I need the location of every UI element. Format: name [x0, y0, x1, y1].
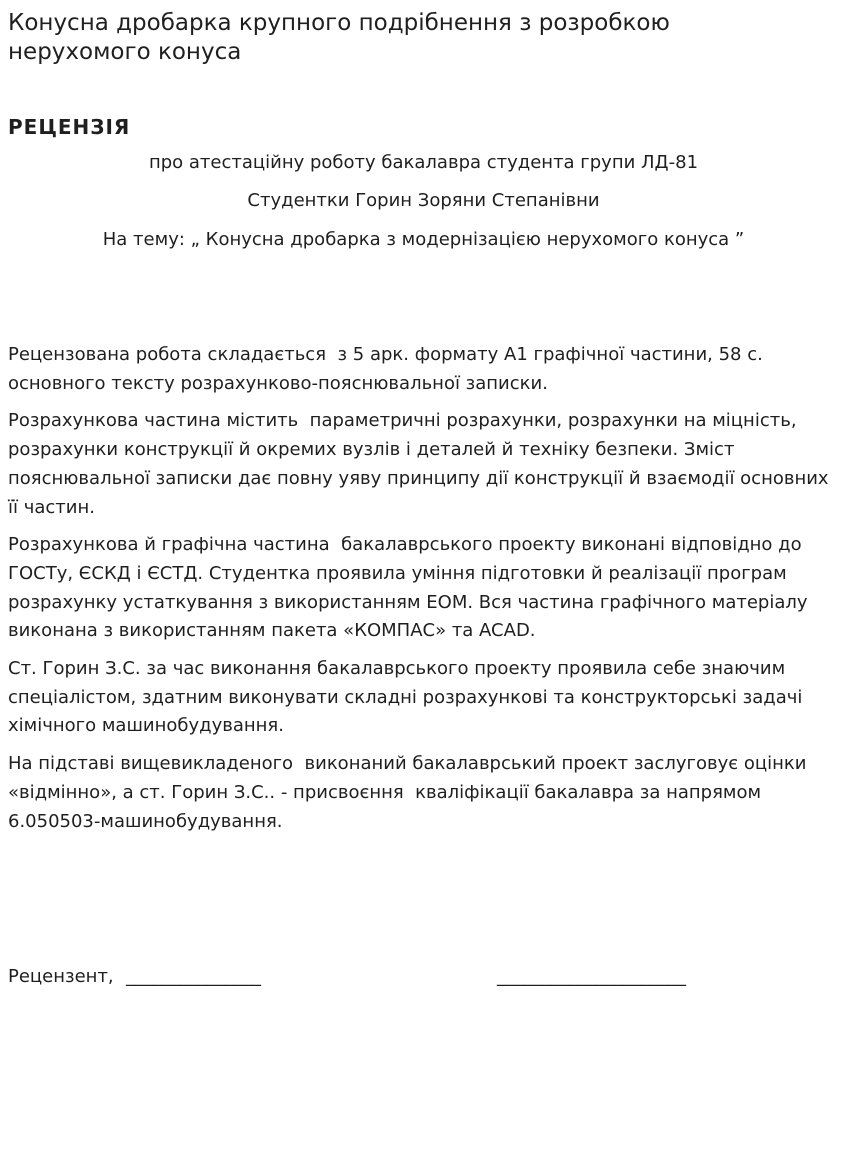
reviewer-name-line: _______________ — [126, 966, 261, 987]
page-title: Конусна дробарка крупного подрібнення з розробкою нерухомого конуса — [8, 10, 670, 65]
reviewer-label: Рецензент, — [8, 966, 114, 987]
review-paragraph-standards: Розрахункова й графічна частина бакалаврського проекту виконані відповідно до ГОСТу, ЄСКД і ЄСТД. Студентка проявила уміння підготовки й реалізації програм розрахунку устаткування з використанням ЕОМ. Вся частина графічного матеріалу виконана з використанням пакета «КОМПАС» та ACAD. — [8, 534, 814, 642]
review-heading: РЕЦЕНЗІЯ — [8, 115, 131, 139]
review-body — [8, 341, 844, 845]
review-paragraph-assessment: Ст. Горин З.С. за час виконання бакалаврського проекту проявила себе знаючим спеціалістом, здатним виконувати складні розрахункові та конструкторські задачі хімічного машинобудування. — [8, 658, 809, 737]
review-paragraph-conclusion: На підставі вищевикладеного виконаний бакалаврський проект заслуговує оцінки «відмінно», а ст. Горин З.С.. - присвоєння кваліфікації бакалавра за напрямом 6.050503-машинобудування. — [8, 753, 813, 832]
review-paragraph-volume: Рецензована робота складається з 5 арк. формату А1 графічної частини, 58 с. основного тексту розрахунково-пояснювальної записки. — [8, 344, 769, 394]
reviewer-signature-line: _____________________ — [497, 966, 686, 987]
signature-row — [8, 963, 844, 993]
review-subject-line: про атестаційну роботу бакалавра студента групи ЛД-81 — [148, 152, 699, 173]
thesis-topic-line: На тему: „ Конусна дробарка з модернізацією нерухомого конуса ” — [102, 229, 745, 250]
review-paragraph-calculations: Розрахункова частина містить параметричні розрахунки, розрахунки на міцність, розрахунки конструкції й окремих вузлів і деталей й техніку безпеки. Зміст пояснювальної записки дає повну уяву принципу дії конструкції й взаємодії основних її частин. — [8, 410, 835, 518]
student-name-line: Студентки Горин Зоряни Степанівни — [247, 190, 600, 211]
